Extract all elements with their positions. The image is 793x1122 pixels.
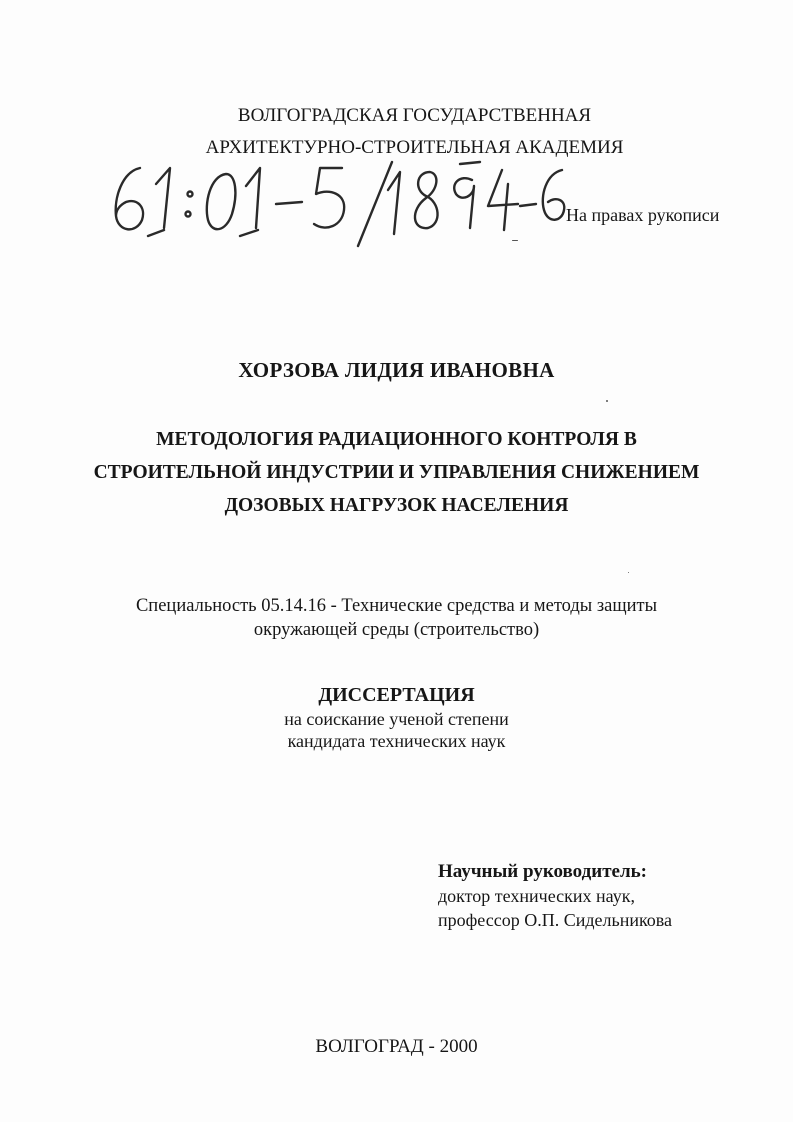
author-name: ХОРЗОВА ЛИДИЯ ИВАНОВНА [238, 358, 555, 382]
institution-line-2: АРХИТЕКТУРНО-СТРОИТЕЛЬНАЯ АКАДЕМИЯ [205, 137, 624, 158]
handwritten-archive-code [100, 150, 570, 250]
supervisor-degree: доктор технических наук, [438, 886, 635, 906]
rights-note: На правах рукописи [566, 205, 720, 225]
dissertation-degree [0, 708, 793, 752]
degree-line-2: кандидата технических наук [287, 731, 506, 751]
title-line-3: ДОЗОВЫХ НАГРУЗОК НАСЕЛЕНИЯ [224, 495, 569, 516]
specialty-line-2: окружающей среды (строительство) [253, 620, 540, 640]
degree-line-1: на соискание ученой степени [284, 709, 509, 729]
dissertation-title [0, 423, 793, 522]
handwritten-archive-code-drawing [100, 150, 570, 250]
specialty [0, 594, 793, 642]
scan-speck [606, 400, 608, 402]
title-line-2: СТРОИТЕЛЬНОЙ ИНДУСТРИИ И УПРАВЛЕНИЯ СНИЖЕНИЕМ [93, 462, 700, 483]
supervisor-block [438, 860, 672, 932]
scan-speck [512, 240, 518, 241]
city-year: ВОЛГОГРАД - 2000 [315, 1036, 478, 1057]
institution-line-1: ВОЛГОГРАДСКАЯ ГОСУДАРСТВЕННАЯ [237, 105, 592, 126]
supervisor-name: профессор О.П. Сидельникова [438, 910, 673, 930]
supervisor-heading: Научный руководитель: [438, 861, 647, 882]
dissertation-heading: ДИССЕРТАЦИЯ [318, 684, 475, 706]
title-line-1: МЕТОДОЛОГИЯ РАДИАЦИОННОГО КОНТРОЛЯ В [156, 429, 637, 450]
specialty-line-1: Специальность 05.14.16 - Технические средства и методы защиты [135, 596, 658, 616]
scan-speck [628, 572, 629, 573]
